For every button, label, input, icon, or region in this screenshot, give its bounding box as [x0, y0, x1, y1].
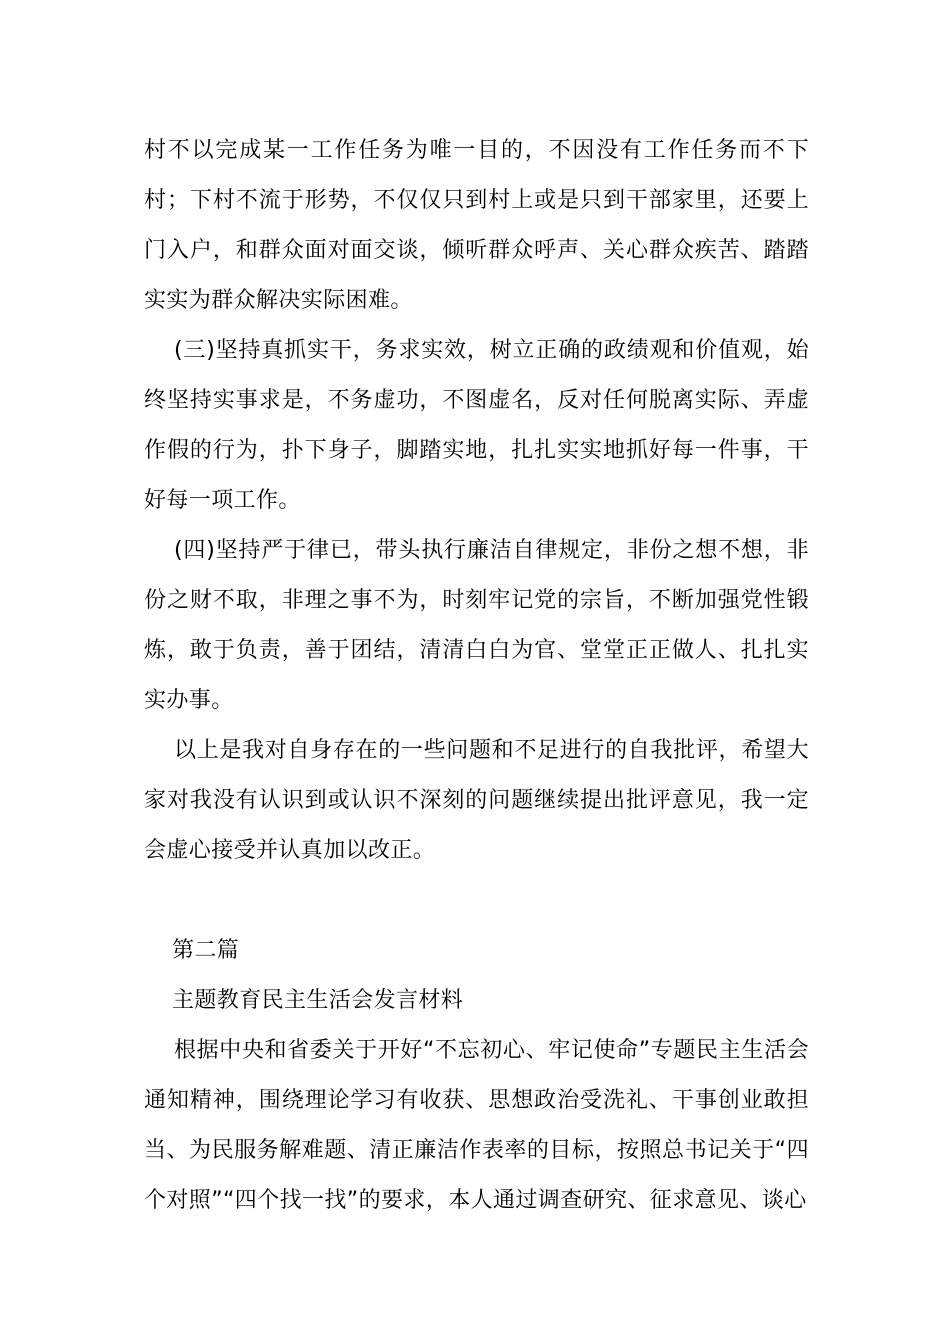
- section-title: 主题教育民主生活会发言材料: [172, 988, 464, 1013]
- paragraph-intro: 根据中央和省委关于开好“不忘初心、牢记使命”专题民主生活会通知精神，围绕理论学习有收获、思想政治受洗礼、干事创业敢担当、为民服务解难题、清正廉洁作表率的目标，按照总书记关于“四个对照”“四个找一找”的要求，本人通过调查研究、征求意见、谈心: [144, 1038, 809, 1213]
- paragraph-point-four: (四)坚持严于律已，带头执行廉洁自律规定，非份之想不想，非份之财不取，非理之事不为，时刻牢记党的宗旨，不断加强党性锻炼，敢于负责，善于团结，清清白白为官、堂堂正正做人、扎扎实实办事。: [144, 538, 809, 713]
- paragraph-point-three: (三)坚持真抓实干，务求实效，树立正确的政绩观和价值观，始终坚持实事求是，不务虚功，不图虚名，反对任何脱离实际、弄虚作假的行为，扑下身子，脚踏实地，扎扎实实地抓好每一件事，干好每一项工作。: [144, 338, 809, 513]
- paragraph-closing: 以上是我对自身存在的一些问题和不足进行的自我批评，希望大家对我没有认识到或认识不深刻的问题继续提出批评意见，我一定会虚心接受并认真加以改正。: [144, 738, 809, 863]
- section-label: 第二篇: [172, 938, 240, 963]
- paragraph-continuation: 村不以完成某一工作任务为唯一目的，不因没有工作任务而不下村；下村不流于形势，不仅仅只到村上或是只到干部家里，还要上门入户，和群众面对面交谈，倾听群众呼声、关心群众疾苦、踏踏实实为群众解决实际困难。: [144, 138, 809, 313]
- section-spacer: [144, 876, 809, 926]
- document-body: [144, 126, 809, 1226]
